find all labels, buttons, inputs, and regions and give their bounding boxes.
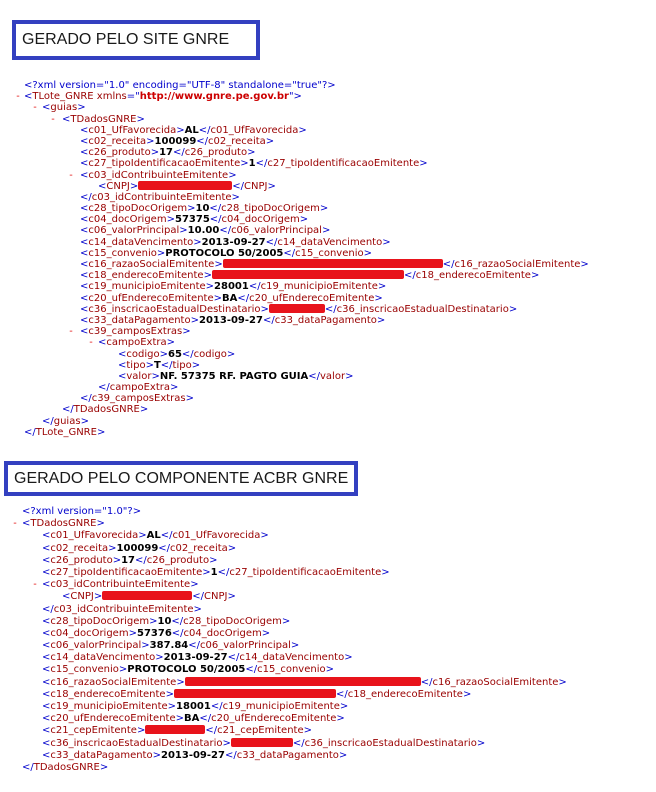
collapse-toggle-guias[interactable]: -	[32, 102, 39, 114]
collapse-toggle-tdados[interactable]: -	[50, 113, 57, 125]
collapse-toggle-tdados-2[interactable]: -	[12, 518, 19, 530]
collapse-toggle-c39[interactable]: -	[68, 326, 75, 338]
banner-site-gnre-text: GERADO PELO SITE GNRE	[22, 31, 230, 48]
banner-componente-acbr	[4, 461, 358, 496]
redaction-inscricao	[269, 304, 325, 313]
redaction-razao-social	[223, 259, 443, 268]
xml-declaration-2: <?xml version="1.0"?>	[22, 506, 142, 517]
xml-declaration: <?xml version="1.0" encoding="UTF-8" standalone="true"?>	[24, 80, 336, 91]
collapse-toggle-campoextra[interactable]: -	[88, 337, 95, 349]
redaction-cnpj-2	[102, 591, 192, 600]
collapse-toggle-c03[interactable]: -	[68, 169, 75, 181]
tag-tlote: TLote_GNRE	[32, 91, 94, 103]
redaction-endereco	[212, 270, 404, 279]
banner-componente-acbr-text: GERADO PELO COMPONENTE ACBR GNRE	[14, 469, 349, 487]
redaction-razao-social-2	[185, 677, 421, 686]
redaction-inscricao-2	[231, 738, 293, 747]
banner-site-gnre	[12, 20, 260, 60]
redaction-endereco-2	[174, 689, 336, 698]
redaction-cep	[145, 725, 205, 734]
redaction-cnpj	[138, 181, 232, 190]
namespace-url: http://www.gnre.pe.gov.br	[139, 91, 289, 103]
collapse-toggle-tlote[interactable]: -	[15, 91, 22, 103]
collapse-toggle-c03-2[interactable]: -	[32, 579, 39, 591]
